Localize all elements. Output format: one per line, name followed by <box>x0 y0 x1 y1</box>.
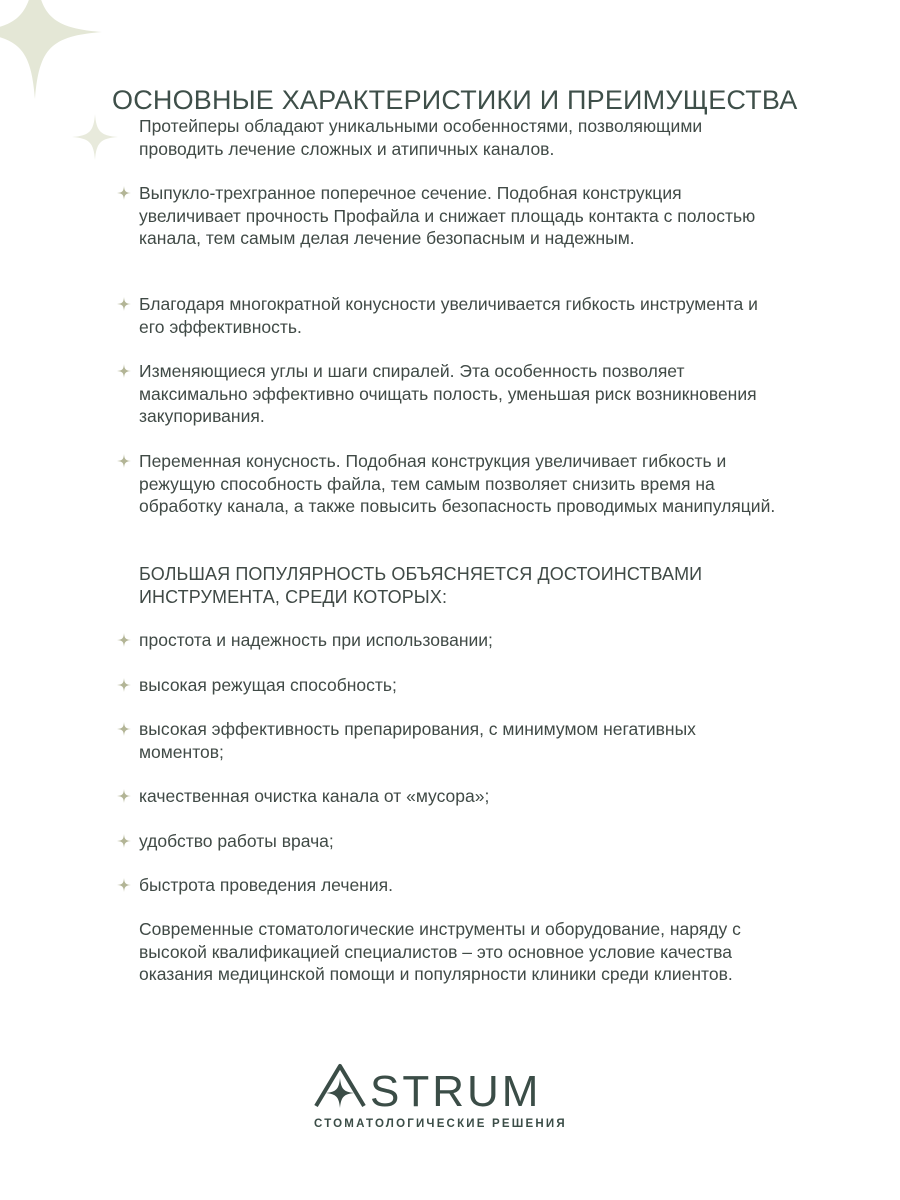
star-bullet-icon <box>117 186 131 200</box>
advantages-heading-text: БОЛЬШАЯ ПОПУЛЯРНОСТЬ ОБЪЯСНЯЕТСЯ ДОСТОИНСТВАМИ ИНСТРУМЕНТА, СРЕДИ КОТОРЫХ: <box>139 564 703 607</box>
star-bullet-icon <box>117 789 131 803</box>
advantage-item <box>139 830 779 853</box>
advantage-text: простота и надежность при использовании; <box>139 630 493 650</box>
feature-text: Изменяющиеся углы и шаги спиралей. Эта особенность позволяет максимально эффективно очищать полость, уменьшая риск возникновения закупоривания. <box>139 361 757 427</box>
advantage-text: удобство работы врача; <box>139 831 334 851</box>
advantages-heading <box>139 563 779 608</box>
logo-wordmark <box>310 1060 590 1112</box>
intro-text: Протейперы обладают уникальными особенностями, позволяющими проводить лечение сложных и атипичных каналов. <box>139 116 703 159</box>
conclusion-paragraph <box>139 918 779 986</box>
sparkle-star-icon <box>0 0 102 100</box>
feature-text: Выпукло-трехгранное поперечное сечение. Подобная конструкция увеличивает прочность Профайла и снижает площадь контакта с полостью канала, тем самым делая лечение безопасным и надежным. <box>139 183 756 249</box>
star-bullet-icon <box>117 297 131 311</box>
advantage-item <box>139 785 779 808</box>
star-bullet-icon <box>117 364 131 378</box>
feature-text: Благодаря многократной конусности увеличивается гибкость инструмента и его эффективность. <box>139 294 758 337</box>
advantage-text: высокая режущая способность; <box>139 675 397 695</box>
feature-item <box>139 360 779 428</box>
feature-item <box>139 450 779 518</box>
advantage-text: качественная очистка канала от «мусора»; <box>139 786 490 806</box>
star-bullet-icon <box>117 878 131 892</box>
conclusion-text: Современные стоматологические инструменты и оборудование, наряду с высокой квалификацией специалистов – это основное условие качества оказания медицинской помощи и популярности клиники среди клиентов. <box>139 919 741 985</box>
star-bullet-icon <box>117 454 131 468</box>
feature-item <box>139 182 779 250</box>
sparkle-star-small-icon <box>72 114 118 160</box>
star-bullet-icon <box>117 722 131 736</box>
advantage-item <box>139 718 779 763</box>
intro-paragraph <box>139 115 779 160</box>
star-bullet-icon <box>117 633 131 647</box>
advantage-text: высокая эффективность препарирования, с минимумом негативных моментов; <box>139 719 696 762</box>
astrum-logo <box>310 1060 600 1140</box>
logo-name: STRUM <box>370 1067 542 1112</box>
feature-text: Переменная конусность. Подобная конструкция увеличивает гибкость и режущую способность файла, тем самым позволяет снизить время на обработку канала, а также повысить безопасность проводимых манипуляций. <box>139 451 776 517</box>
advantage-item <box>139 874 779 897</box>
advantage-item <box>139 674 779 697</box>
logo-subtitle: СТОМАТОЛОГИЧЕСКИЕ РЕШЕНИЯ <box>314 1118 567 1130</box>
feature-item <box>139 293 779 338</box>
page-title: ОСНОВНЫЕ ХАРАКТЕРИСТИКИ И ПРЕИМУЩЕСТВА <box>112 85 798 116</box>
advantage-item <box>139 629 779 652</box>
star-bullet-icon <box>117 834 131 848</box>
star-bullet-icon <box>117 678 131 692</box>
advantage-text: быстрота проведения лечения. <box>139 875 393 895</box>
